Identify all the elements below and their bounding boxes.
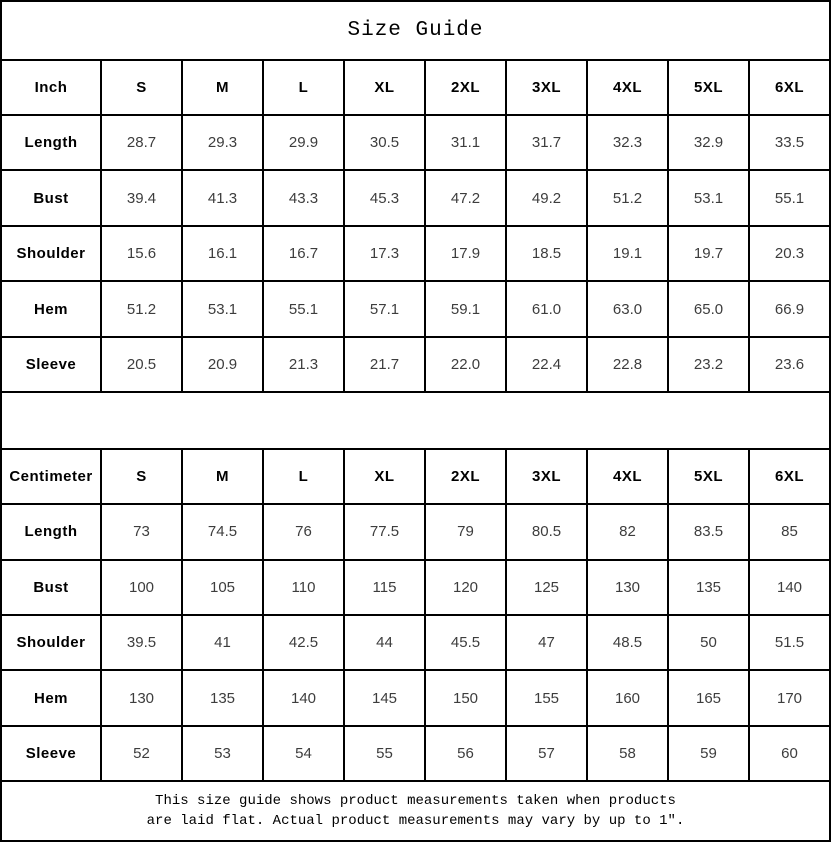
- measurement-value: 20.5: [101, 337, 182, 392]
- measurement-value: 19.7: [668, 226, 749, 281]
- measurement-value: 55: [344, 726, 425, 781]
- page-title: Size Guide: [1, 1, 830, 60]
- size-header-6xl: 6XL: [749, 449, 830, 504]
- size-header-5xl: 5XL: [668, 60, 749, 115]
- table-row-centimeter-length: [1, 504, 830, 559]
- unit-header: Centimeter: [1, 449, 101, 504]
- measurement-value: 39.5: [101, 615, 182, 670]
- table-row-inch-hem: [1, 281, 830, 336]
- measurement-value: 115: [344, 560, 425, 615]
- measurement-value: 150: [425, 670, 506, 725]
- measurement-value: 57: [506, 726, 587, 781]
- measurement-value: 55.1: [749, 170, 830, 225]
- measurement-label: Length: [1, 115, 101, 170]
- measurement-value: 145: [344, 670, 425, 725]
- measurement-value: 20.9: [182, 337, 263, 392]
- measurement-value: 130: [101, 670, 182, 725]
- measurement-value: 73: [101, 504, 182, 559]
- measurement-value: 57.1: [344, 281, 425, 336]
- measurement-value: 59: [668, 726, 749, 781]
- spacer-cell: [1, 392, 830, 448]
- size-header-xl: XL: [344, 60, 425, 115]
- measurement-label: Sleeve: [1, 726, 101, 781]
- measurement-value: 80.5: [506, 504, 587, 559]
- measurement-value: 19.1: [587, 226, 668, 281]
- measurement-value: 53.1: [182, 281, 263, 336]
- measurement-value: 17.3: [344, 226, 425, 281]
- footer-note-line-2: are laid flat. Actual product measurements may vary by up to 1″.: [146, 813, 685, 830]
- size-header-6xl: 6XL: [749, 60, 830, 115]
- measurement-value: 47.2: [425, 170, 506, 225]
- measurement-value: 29.9: [263, 115, 344, 170]
- measurement-value: 31.1: [425, 115, 506, 170]
- table-row-centimeter-hem: [1, 670, 830, 725]
- measurement-value: 58: [587, 726, 668, 781]
- measurement-value: 41.3: [182, 170, 263, 225]
- footer-note: [1, 781, 830, 841]
- table-row-centimeter-sleeve: [1, 726, 830, 781]
- table-row-inch-length: [1, 115, 830, 170]
- measurement-value: 45.5: [425, 615, 506, 670]
- size-header-3xl: 3XL: [506, 449, 587, 504]
- size-header-s: S: [101, 60, 182, 115]
- measurement-value: 65.0: [668, 281, 749, 336]
- measurement-value: 18.5: [506, 226, 587, 281]
- measurement-value: 165: [668, 670, 749, 725]
- measurement-value: 63.0: [587, 281, 668, 336]
- measurement-value: 51.2: [587, 170, 668, 225]
- measurement-value: 41: [182, 615, 263, 670]
- measurement-value: 53.1: [668, 170, 749, 225]
- measurement-value: 100: [101, 560, 182, 615]
- measurement-value: 160: [587, 670, 668, 725]
- measurement-value: 15.6: [101, 226, 182, 281]
- measurement-value: 85: [749, 504, 830, 559]
- size-header-row-inch: [1, 60, 830, 115]
- measurement-value: 29.3: [182, 115, 263, 170]
- measurement-label: Shoulder: [1, 615, 101, 670]
- measurement-value: 54: [263, 726, 344, 781]
- measurement-value: 74.5: [182, 504, 263, 559]
- measurement-label: Length: [1, 504, 101, 559]
- unit-header: Inch: [1, 60, 101, 115]
- measurement-value: 135: [668, 560, 749, 615]
- measurement-value: 42.5: [263, 615, 344, 670]
- measurement-value: 51.5: [749, 615, 830, 670]
- size-header-3xl: 3XL: [506, 60, 587, 115]
- measurement-value: 130: [587, 560, 668, 615]
- measurement-value: 52: [101, 726, 182, 781]
- measurement-value: 21.3: [263, 337, 344, 392]
- measurement-value: 140: [749, 560, 830, 615]
- measurement-value: 28.7: [101, 115, 182, 170]
- measurement-value: 17.9: [425, 226, 506, 281]
- measurement-value: 33.5: [749, 115, 830, 170]
- size-header-xl: XL: [344, 449, 425, 504]
- footer-row: [1, 781, 830, 841]
- measurement-value: 16.1: [182, 226, 263, 281]
- measurement-value: 45.3: [344, 170, 425, 225]
- size-header-l: L: [263, 60, 344, 115]
- measurement-value: 23.6: [749, 337, 830, 392]
- measurement-value: 30.5: [344, 115, 425, 170]
- measurement-value: 16.7: [263, 226, 344, 281]
- size-header-m: M: [182, 449, 263, 504]
- measurement-value: 53: [182, 726, 263, 781]
- size-header-2xl: 2XL: [425, 60, 506, 115]
- measurement-value: 48.5: [587, 615, 668, 670]
- measurement-value: 135: [182, 670, 263, 725]
- measurement-label: Sleeve: [1, 337, 101, 392]
- table-row-inch-sleeve: [1, 337, 830, 392]
- measurement-value: 125: [506, 560, 587, 615]
- measurement-value: 60: [749, 726, 830, 781]
- measurement-value: 59.1: [425, 281, 506, 336]
- measurement-value: 140: [263, 670, 344, 725]
- measurement-value: 22.0: [425, 337, 506, 392]
- measurement-value: 50: [668, 615, 749, 670]
- measurement-label: Hem: [1, 281, 101, 336]
- measurement-value: 120: [425, 560, 506, 615]
- measurement-value: 105: [182, 560, 263, 615]
- measurement-value: 22.8: [587, 337, 668, 392]
- measurement-value: 20.3: [749, 226, 830, 281]
- measurement-value: 43.3: [263, 170, 344, 225]
- title-row: [1, 1, 830, 60]
- measurement-value: 21.7: [344, 337, 425, 392]
- measurement-value: 51.2: [101, 281, 182, 336]
- measurement-value: 110: [263, 560, 344, 615]
- size-header-4xl: 4XL: [587, 449, 668, 504]
- measurement-label: Bust: [1, 560, 101, 615]
- measurement-label: Hem: [1, 670, 101, 725]
- measurement-value: 32.3: [587, 115, 668, 170]
- footer-note-line-1: This size guide shows product measurements taken when products: [155, 793, 676, 810]
- measurement-value: 49.2: [506, 170, 587, 225]
- table-row-inch-shoulder: [1, 226, 830, 281]
- size-header-s: S: [101, 449, 182, 504]
- measurement-value: 23.2: [668, 337, 749, 392]
- measurement-value: 56: [425, 726, 506, 781]
- measurement-value: 82: [587, 504, 668, 559]
- measurement-value: 155: [506, 670, 587, 725]
- table-row-inch-bust: [1, 170, 830, 225]
- measurement-value: 79: [425, 504, 506, 559]
- table-row-centimeter-bust: [1, 560, 830, 615]
- size-header-m: M: [182, 60, 263, 115]
- size-header-row-centimeter: [1, 449, 830, 504]
- measurement-value: 66.9: [749, 281, 830, 336]
- measurement-label: Bust: [1, 170, 101, 225]
- spacer-row: [1, 392, 830, 448]
- size-header-2xl: 2XL: [425, 449, 506, 504]
- measurement-label: Shoulder: [1, 226, 101, 281]
- measurement-value: 76: [263, 504, 344, 559]
- measurement-value: 22.4: [506, 337, 587, 392]
- size-header-4xl: 4XL: [587, 60, 668, 115]
- measurement-value: 83.5: [668, 504, 749, 559]
- measurement-value: 32.9: [668, 115, 749, 170]
- measurement-value: 170: [749, 670, 830, 725]
- size-header-5xl: 5XL: [668, 449, 749, 504]
- size-header-l: L: [263, 449, 344, 504]
- table-row-centimeter-shoulder: [1, 615, 830, 670]
- measurement-value: 77.5: [344, 504, 425, 559]
- measurement-value: 61.0: [506, 281, 587, 336]
- measurement-value: 31.7: [506, 115, 587, 170]
- measurement-value: 44: [344, 615, 425, 670]
- measurement-value: 55.1: [263, 281, 344, 336]
- measurement-value: 47: [506, 615, 587, 670]
- measurement-value: 39.4: [101, 170, 182, 225]
